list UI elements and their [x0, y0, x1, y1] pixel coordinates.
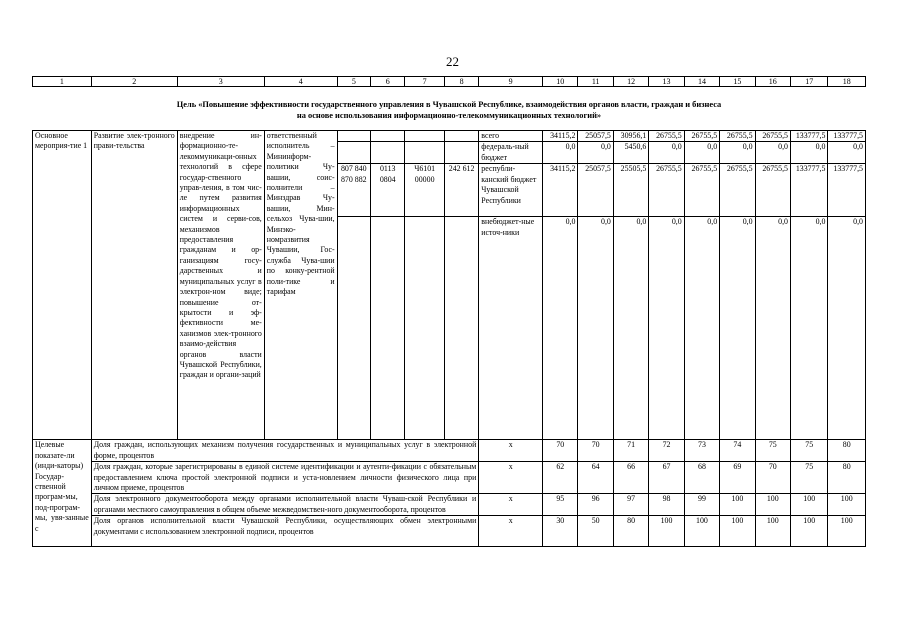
indicator-value: 66 — [613, 462, 648, 494]
funding-value: 0,0 — [828, 217, 866, 440]
funding-value: 26755,5 — [755, 164, 790, 217]
indicator-value: 72 — [649, 440, 684, 462]
funding-value: 26755,5 — [649, 131, 684, 142]
indicator-value: 69 — [720, 462, 755, 494]
indicator-row — [33, 462, 866, 494]
funding-value: 0,0 — [649, 142, 684, 164]
column-number: 5 — [337, 77, 370, 87]
funding-value: 26755,5 — [649, 164, 684, 217]
event-description: внедрение ин-формационно-те-лекоммуникаци-онных технологий в сфере государ-ственного управ-ления, в том чис-ле путем развития информационных систем и серви-сов, механизмов предоставления гражданам и ор-ганизациям госу-дарственных и муниципальных услуг в электрон-ном виде; повышение от-крытости и эф-фективности ме-ханизмов элек-тронного взаимо-действия органов власти Чувашской Республики, граждан и органи-заций — [177, 131, 264, 440]
indicator-value: 68 — [684, 462, 719, 494]
column-number: 6 — [371, 77, 405, 87]
funding-value: 0,0 — [791, 217, 828, 440]
indicator-value: 71 — [613, 440, 648, 462]
indicator-value: 100 — [755, 494, 790, 516]
funding-value: 0,0 — [755, 217, 790, 440]
column-number: 15 — [720, 77, 755, 87]
funding-value: 0,0 — [543, 217, 578, 440]
funding-value: 0,0 — [543, 142, 578, 164]
indicator-value: 80 — [828, 440, 866, 462]
funding-value: 0,0 — [684, 217, 719, 440]
funding-value: 133777,5 — [828, 131, 866, 142]
goal-title-line-1: Цель «Повышение эффективности государственного управления в Чувашской Республике, взаимодействия органов власти, граждан и бизнеса — [176, 100, 722, 109]
indicator-value: 100 — [649, 516, 684, 547]
indicator-value: 64 — [578, 462, 613, 494]
funding-source: всего — [479, 131, 543, 142]
indicator-value: 74 — [720, 440, 755, 462]
funding-value: 25057,5 — [578, 164, 613, 217]
column-number: 18 — [828, 77, 866, 87]
indicator-value: 70 — [755, 462, 790, 494]
event-type: Основное мероприя-тие 1 — [33, 131, 92, 440]
column-number: 2 — [91, 77, 177, 87]
funding-value: 0,0 — [684, 142, 719, 164]
indicator-x: x — [479, 516, 543, 547]
funding-value: 0,0 — [613, 217, 648, 440]
funding-value: 5450,6 — [613, 142, 648, 164]
indicator-value: 95 — [543, 494, 578, 516]
indicator-value: 100 — [755, 516, 790, 547]
indicator-value: 75 — [791, 440, 828, 462]
funding-source: республи-канский бюджет Чувашской Республики — [479, 164, 543, 217]
indicator-value: 98 — [649, 494, 684, 516]
event-executor: ответственный исполнитель – Мининформ-политики Чу-вашии, соис-полнители – Минздрав Чу-вашии, Мин-сельхоз Чува-шии, Минэко-номразвития Чувашии, Гос-служба Чува-шии по конку-рентной поли-тике и тарифам — [264, 131, 337, 440]
indicator-value: 30 — [543, 516, 578, 547]
funding-value: 0,0 — [578, 217, 613, 440]
indicator-value: 100 — [720, 494, 755, 516]
funding-value: 34115,2 — [543, 131, 578, 142]
column-number: 17 — [791, 77, 828, 87]
funding-value: 0,0 — [649, 217, 684, 440]
indicator-value: 97 — [613, 494, 648, 516]
indicator-value: 80 — [613, 516, 648, 547]
column-number: 8 — [444, 77, 478, 87]
funding-value: 133777,5 — [791, 164, 828, 217]
section-code: 0113 0804 — [371, 164, 405, 217]
column-number: 10 — [543, 77, 578, 87]
funding-value: 34115,2 — [543, 164, 578, 217]
indicator-value: 73 — [684, 440, 719, 462]
column-number: 12 — [613, 77, 648, 87]
indicator-row — [33, 494, 866, 516]
indicator-value: 75 — [755, 440, 790, 462]
column-number: 11 — [578, 77, 613, 87]
indicator-text: Доля электронного документооборота между органами исполнительной власти Чуваш-ской Республики и органами местного самоуправления в общем объеме межведомствен-ного документооборота, процентов — [91, 494, 479, 516]
indicator-value: 50 — [578, 516, 613, 547]
expense-code: 242 612 — [444, 164, 478, 217]
indicators-label: Целевые показате-ли (инди-каторы) Государ-ственной програм-мы, под-програм-мы, увя-занные с — [33, 440, 92, 547]
indicator-value: 96 — [578, 494, 613, 516]
funding-value: 133777,5 — [828, 164, 866, 217]
funding-source: федераль-ный бюджет — [479, 142, 543, 164]
goal-title-line-2: на основе использования информационно-телекоммуникационных технологий» — [296, 111, 602, 120]
grbs-code: 807 840 870 882 — [337, 164, 370, 217]
funding-value: 26755,5 — [720, 131, 755, 142]
column-number: 16 — [755, 77, 790, 87]
indicator-row — [33, 516, 866, 547]
indicator-x: x — [479, 440, 543, 462]
funding-source: внебюджет-ные источ-ники — [479, 217, 543, 440]
indicator-value: 80 — [828, 462, 866, 494]
indicator-text: Доля органов исполнительной власти Чувашской Республики, осуществляющих обмен электронными документами с использованием электронной подписи, процентов — [91, 516, 479, 547]
column-number: 13 — [649, 77, 684, 87]
column-number-header — [32, 76, 866, 87]
indicator-value: 70 — [578, 440, 613, 462]
indicator-value: 70 — [543, 440, 578, 462]
funding-value: 30956,1 — [613, 131, 648, 142]
indicator-value: 75 — [791, 462, 828, 494]
funding-value: 0,0 — [828, 142, 866, 164]
funding-value: 0,0 — [578, 142, 613, 164]
funding-value: 0,0 — [720, 217, 755, 440]
funding-value: 26755,5 — [684, 131, 719, 142]
funding-value: 26755,5 — [755, 131, 790, 142]
indicator-x: x — [479, 494, 543, 516]
column-number: 14 — [684, 77, 719, 87]
column-number: 9 — [479, 77, 543, 87]
indicator-value: 67 — [649, 462, 684, 494]
indicator-value: 100 — [828, 516, 866, 547]
funding-value: 0,0 — [755, 142, 790, 164]
indicator-value: 100 — [791, 494, 828, 516]
column-number: 1 — [33, 77, 92, 87]
indicator-value: 99 — [684, 494, 719, 516]
indicator-value: 100 — [720, 516, 755, 547]
goal-title — [32, 99, 866, 121]
event-name: Развитие элек-тронного прави-тельства — [91, 131, 177, 440]
page-number: 22 — [446, 54, 459, 69]
funding-value: 0,0 — [791, 142, 828, 164]
target-code: Ч6101 00000 — [405, 164, 444, 217]
funding-row-total — [33, 131, 866, 142]
indicator-value: 62 — [543, 462, 578, 494]
indicator-value: 100 — [791, 516, 828, 547]
indicator-value: 100 — [684, 516, 719, 547]
indicator-text: Доля граждан, использующих механизм получения государственных и муниципальных услуг в электронной форме, процентов — [91, 440, 479, 462]
funding-value: 25505,5 — [613, 164, 648, 217]
program-table — [32, 130, 866, 547]
column-number: 3 — [177, 77, 264, 87]
column-number: 4 — [264, 77, 337, 87]
funding-value: 133777,5 — [791, 131, 828, 142]
funding-value: 25057,5 — [578, 131, 613, 142]
indicator-x: x — [479, 462, 543, 494]
column-number: 7 — [405, 77, 444, 87]
indicator-text: Доля граждан, которые зарегистрированы в единой системе идентификации и аутенти-фикации с обязательным предоставлением ключа простой электронной подписи и уста-новлением личности физического лица при личном приеме, процентов — [91, 462, 479, 494]
indicator-row — [33, 440, 866, 462]
funding-value: 0,0 — [720, 142, 755, 164]
funding-value: 26755,5 — [684, 164, 719, 217]
indicator-value: 100 — [828, 494, 866, 516]
funding-value: 26755,5 — [720, 164, 755, 217]
